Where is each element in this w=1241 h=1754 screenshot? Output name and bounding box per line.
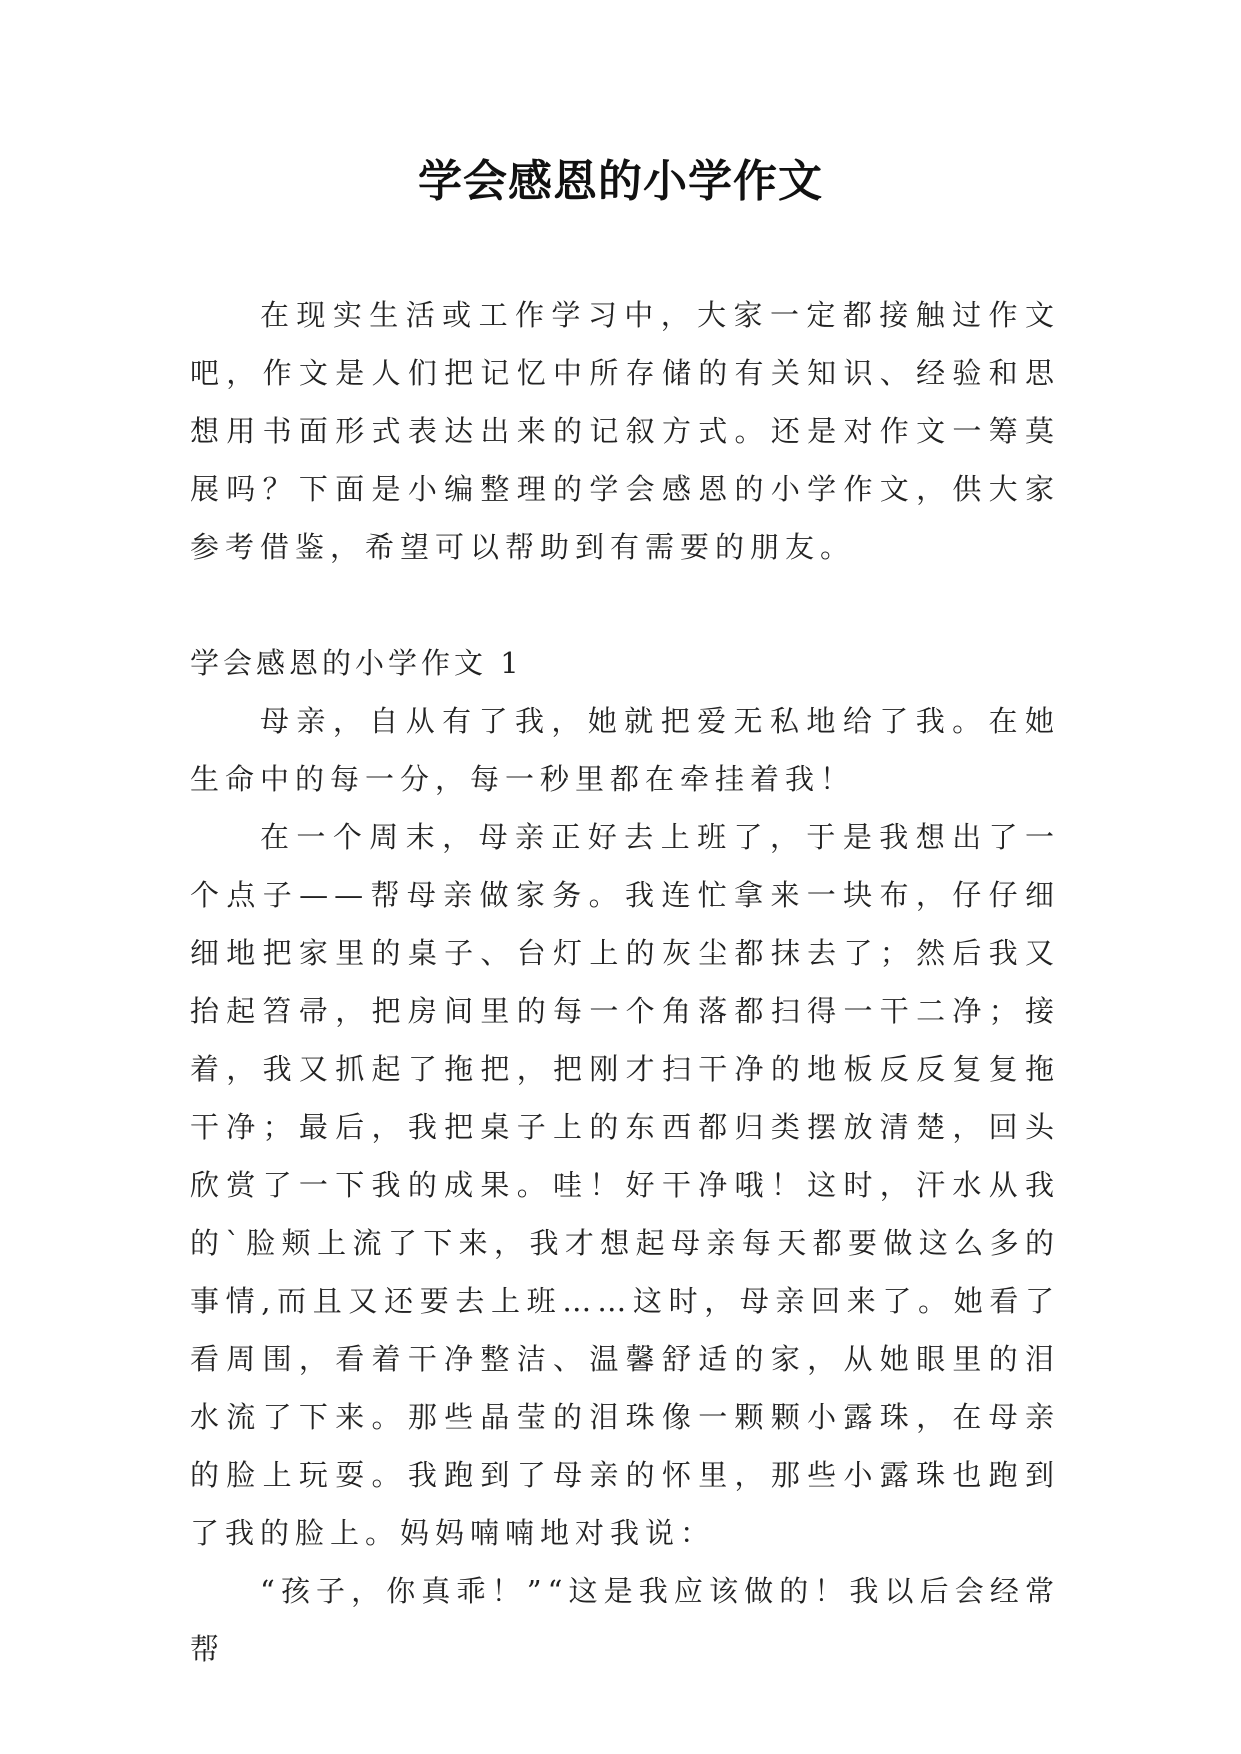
body-paragraph-3: “孩子，你真乖！”“这是我应该做的！我以后会经常帮 [190, 1574, 1060, 1666]
intro-paragraph: 在现实生活或工作学习中，大家一定都接触过作文吧，作文是人们把记忆中所存储的有关知识、经验和思想用书面形式表达出来的记叙方式。还是对作文一筹莫展吗？下面是小编整理的学会感恩的小学作文，供大家参考借鉴，希望可以帮助到有需要的朋友。 [190, 298, 1060, 564]
body-paragraph-2: 在一个周末，母亲正好去上班了，于是我想出了一个点子——帮母亲做家务。我连忙拿来一块布，仔仔细细地把家里的桌子、台灯上的灰尘都抹去了；然后我又抬起笤帚，把房间里的每一个角落都扫得一干二净；接着，我又抓起了拖把，把刚才扫干净的地板反反复复拖干净；最后，我把桌子上的东西都归类摆放清楚，回头欣赏了一下我的成果。哇！好干净哦！这时，汗水从我的`脸颊上流了下来，我才想起母亲每天都要做这么多的事情,而且又还要去上班……这时，母亲回来了。她看了看周围，看着干净整洁、温馨舒适的家，从她眼里的泪水流了下来。那些晶莹的泪珠像一颗颗小露珠，在母亲的脸上玩耍。我跑到了母亲的怀里，那些小露珠也跑到了我的脸上。妈妈喃喃地对我说： [190, 820, 1060, 1550]
section-heading: 学会感恩的小学作文 1 [190, 646, 523, 680]
document-body [190, 286, 1060, 1678]
document-title: 学会感恩的小学作文 [418, 156, 823, 207]
body-paragraph-1: 母亲，自从有了我，她就把爱无私地给了我。在她生命中的每一分，每一秒里都在牵挂着我！ [190, 704, 1060, 796]
